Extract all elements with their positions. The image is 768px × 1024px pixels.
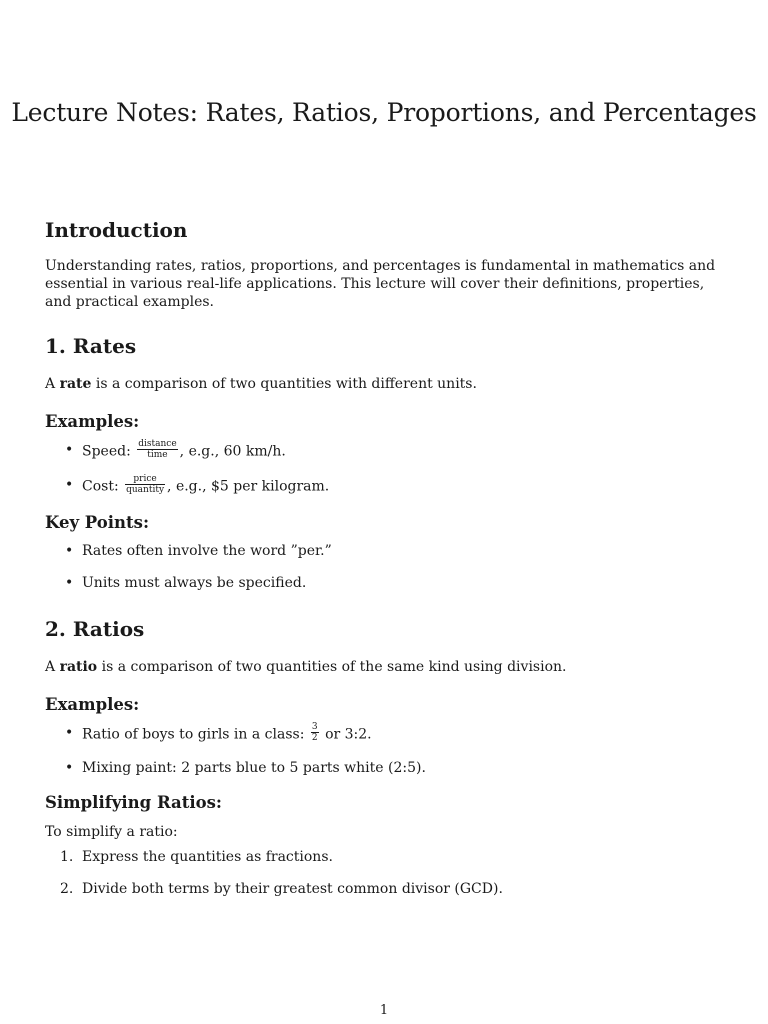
- fraction: [125, 474, 165, 495]
- subsection-heading-key-points: Key Points:: [45, 513, 150, 532]
- key-point-text: Units must always be specified.: [82, 575, 307, 591]
- ratio-definition-text: is a comparison of two quantities of the same kind using division.: [97, 659, 567, 675]
- list-item: [45, 542, 729, 560]
- bullet-icon: •: [65, 760, 74, 776]
- document-body: [45, 215, 729, 898]
- step-number: 2.: [60, 881, 74, 897]
- key-points-list: [45, 542, 729, 592]
- ratio-term: ratio: [59, 659, 98, 675]
- page-number: 1: [379, 1003, 389, 1018]
- page-title: Lecture Notes: Rates, Ratios, Proportions, and Percentages: [11, 98, 757, 127]
- bullet-icon: •: [65, 442, 74, 458]
- ratio-examples-list: [45, 724, 729, 777]
- simplify-steps-list: [45, 848, 729, 898]
- example-text: , e.g., $5 per kilogram.: [167, 478, 330, 495]
- simplify-intro: To simplify a ratio:: [45, 824, 178, 840]
- step-number: 1.: [60, 849, 74, 865]
- subsection-heading-ratio-examples: Examples:: [45, 695, 140, 714]
- fraction-numerator: price: [125, 474, 165, 485]
- list-item: [45, 880, 729, 898]
- bullet-icon: •: [65, 543, 74, 559]
- rate-definition-prefix: A: [45, 376, 60, 392]
- fraction: [137, 439, 177, 460]
- list-item: [45, 441, 729, 462]
- section-heading-introduction: Introduction: [45, 218, 188, 242]
- fraction-numerator: 3: [311, 722, 318, 732]
- section-heading-ratios: 2. Ratios: [45, 617, 145, 641]
- example-label: Ratio of boys to girls in a class:: [82, 726, 309, 743]
- example-text: or 3:2.: [320, 726, 372, 743]
- example-label: Speed:: [82, 443, 136, 460]
- list-item: [45, 476, 729, 497]
- step-text: Divide both terms by their greatest common divisor (GCD).: [82, 881, 503, 897]
- fraction-denominator: time: [147, 450, 168, 460]
- example-text: Mixing paint: 2 parts blue to 5 parts white (2:5).: [82, 760, 426, 776]
- example-text: , e.g., 60 km/h.: [179, 443, 286, 460]
- bullet-icon: •: [65, 725, 74, 741]
- rate-term: rate: [59, 376, 92, 392]
- ratio-definition-prefix: A: [45, 659, 60, 675]
- rate-definition: [45, 375, 729, 393]
- key-point-text: Rates often involve the word ”per.”: [82, 543, 332, 559]
- list-item: [45, 724, 729, 745]
- example-label: Cost:: [82, 478, 124, 495]
- fraction-denominator: 2: [311, 733, 318, 743]
- list-item: [45, 574, 729, 592]
- fraction: [311, 722, 319, 743]
- step-text: Express the quantities as fractions.: [82, 849, 333, 865]
- fraction-numerator: distance: [138, 439, 177, 449]
- bullet-icon: •: [65, 477, 74, 493]
- subsection-heading-rate-examples: Examples:: [45, 412, 140, 431]
- fraction-denominator: quantity: [126, 485, 165, 495]
- section-heading-rates: 1. Rates: [45, 334, 137, 358]
- bullet-icon: •: [65, 575, 74, 591]
- introduction-paragraph: Understanding rates, ratios, proportions, and percentages is fundamental in mathematics and essential in various real-life applications. This lecture will cover their definitions, properties, and practical examples.: [45, 258, 716, 310]
- rate-definition-text: is a comparison of two quantities with different units.: [91, 376, 477, 392]
- list-item: [45, 759, 729, 777]
- rate-examples-list: [45, 441, 729, 497]
- subsection-heading-simplifying-ratios: Simplifying Ratios:: [45, 793, 223, 812]
- ratio-definition: [45, 658, 729, 676]
- list-item: [45, 848, 729, 866]
